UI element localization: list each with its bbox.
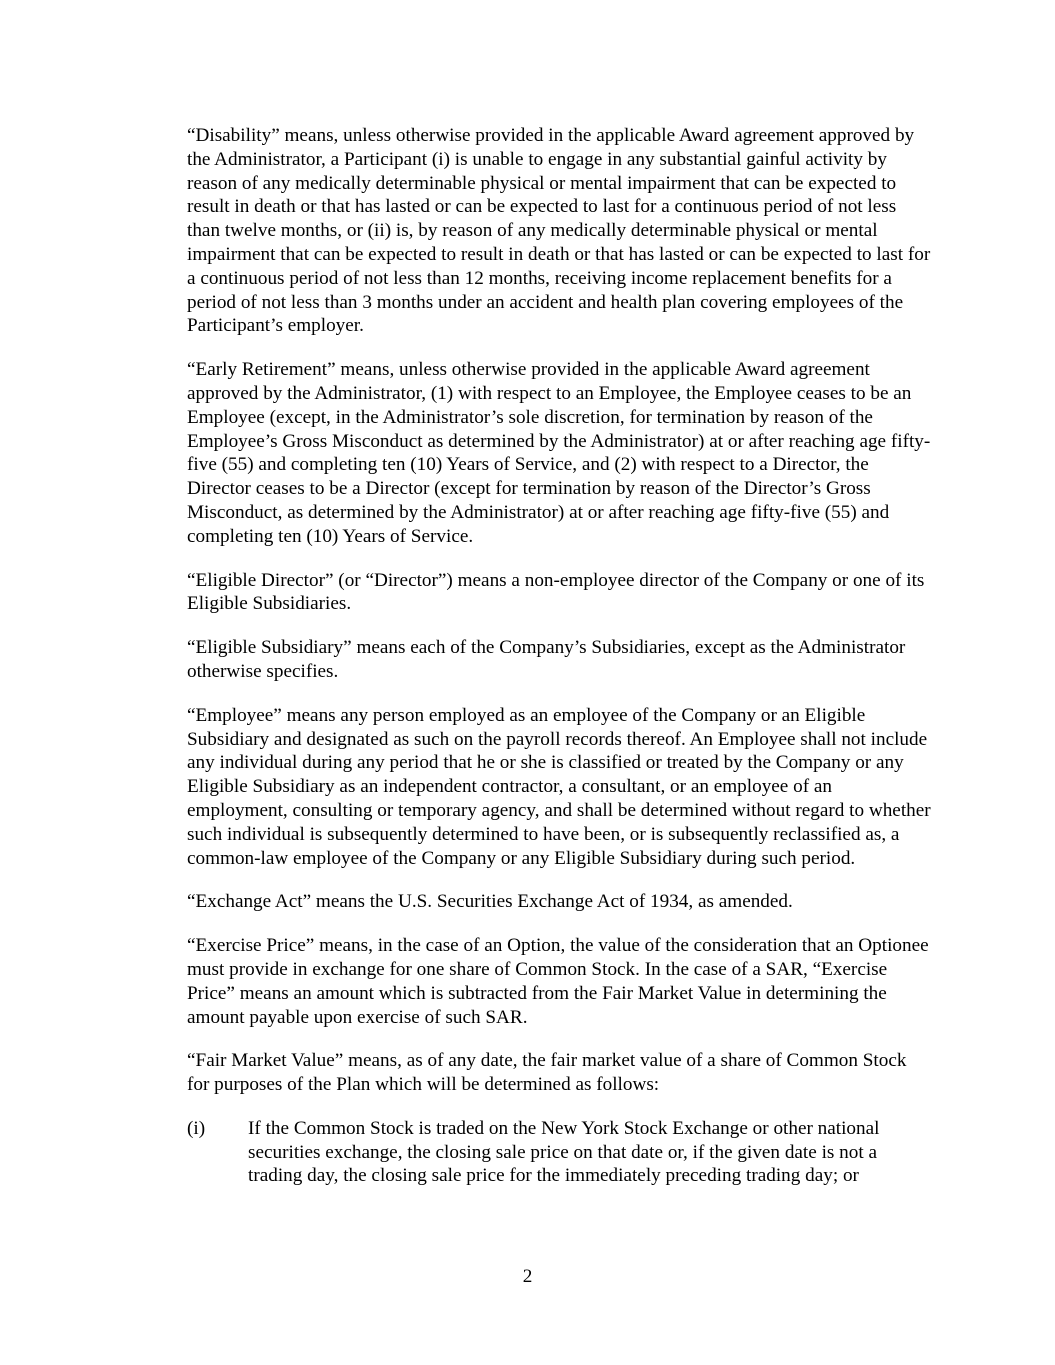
definition-early-retirement: “Early Retirement” means, unless otherwise provided in the applicable Award agreement approved by the Administrator, (1) with respect to an Employee, the Employee ceases to be an Employee (except, in the Administrator’s sole discretion, for termination by reason of the Employee’s Gross Misconduct as determined by the Administrator) at or after reaching age fifty-five (55) and completing ten (10) Years of Service, and (2) with respect to a Director, the Director ceases to be a Director (except for termination by reason of the Director’s Gross Misconduct, as determined by the Administrator) at or after reaching age fifty-five (55) and completing ten (10) Years of Service. (187, 359, 931, 547)
definition-disability: “Disability” means, unless otherwise provided in the applicable Award agreement approved by the Administrator, a Participant (i) is unable to engage in any substantial gainful activity by reason of any medically determinable physical or mental impairment that can be expected to result in death or that has lasted or can be expected to last for a continuous period of not less than twelve months, or (ii) is, by reason of any medically determinable physical or mental impairment that can be expected to result in death or that has lasted or can be expected to last for a continuous period of not less than 12 months, receiving income replacement benefits for a period of not less than 3 months under an accident and health plan covering employees of the Participant’s employer. (187, 125, 931, 337)
definition-exercise-price: “Exercise Price” means, in the case of an Option, the value of the consideration that an Optionee must provide in exchange for one share of Common Stock. In the case of a SAR, “Exercise Price” means an amount which is subtracted from the Fair Market Value in determining the amount payable upon exercise of such SAR. (187, 935, 929, 1028)
definition-exchange-act: “Exchange Act” means the U.S. Securities Exchange Act of 1934, as amended. (187, 891, 793, 913)
definition-eligible-director: “Eligible Director” (or “Director”) means a non-employee director of the Company or one of its Eligible Subsidiaries. (187, 569, 925, 615)
document-body (187, 124, 932, 1188)
page-number: 2 (522, 1266, 533, 1287)
definition-eligible-subsidiary: “Eligible Subsidiary” means each of the Company’s Subsidiaries, except as the Administrator otherwise specifies. (187, 637, 906, 682)
list-item-text: If the Common Stock is traded on the New York Stock Exchange or other national securities exchange, the closing sale price on that date or, if the given date is not a trading day, the closing sale price for the immediately preceding trading day; or (248, 1117, 880, 1187)
list-item (187, 1117, 932, 1188)
definition-fair-market-value: “Fair Market Value” means, as of any date, the fair market value of a share of Common Stock for purposes of the Plan which will be determined as follows: (187, 1050, 907, 1096)
definition-employee: “Employee” means any person employed as an employee of the Company or an Eligible Subsidiary and designated as such on the payroll records thereof. An Employee shall not include any individual during any period that he or she is classified or treated by the Company or any Eligible Subsidiary as an independent contractor, a consultant, or an employee of an employment, consulting or temporary agency, and shall be determined without regard to whether such individual is subsequently determined to have been, or is subsequently reclassified as, a common-law employee of the Company or any Eligible Subsidiary during such period. (187, 704, 931, 869)
list-marker: (i) (187, 1117, 206, 1139)
